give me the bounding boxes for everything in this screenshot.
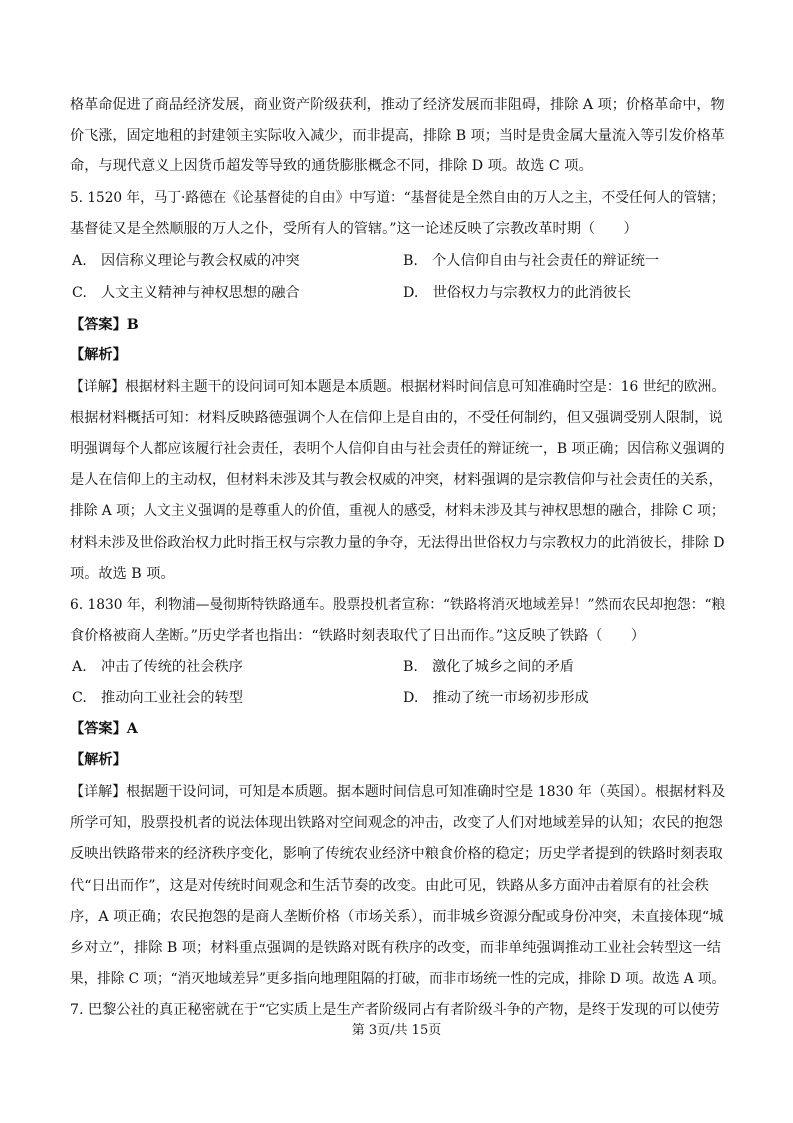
q5-option-c: C. 人文主义精神与神权思想的融合 bbox=[72, 285, 300, 301]
q5-answer: 【答案】B bbox=[70, 317, 139, 333]
question-7-stem: 7. 巴黎公社的真正秘密就在于“它实质上是生产者阶级同占有者阶级斗争的产物，是终于发现的可以使劳 bbox=[70, 1002, 720, 1018]
q6-analysis-line: 【详解】根据题干设问词，可知是本质题。据本题时间信息可知准确时空是 1830 年（英国）。根据材料及 bbox=[70, 784, 726, 800]
q6-option-a: A. 冲击了传统的社会秩序 bbox=[72, 659, 243, 675]
question-6-stem: 6. 1830 年，利物浦—曼彻斯特铁路通车。股票投机者宣称：“铁路将消灭地域差异！”然而农民却抱怨：“粮 bbox=[70, 597, 726, 613]
q6-option-c: C. 推动向工业社会的转型 bbox=[72, 690, 243, 706]
q5-option-d: D. 世俗权力与宗教权力的此消彼长 bbox=[403, 285, 632, 301]
text-line: 价飞涨，固定地租的封建领主实际收入减少，而非提高，排除 B 项；当时是贵金属大量流入等引发价格革 bbox=[70, 128, 725, 144]
page-number: 第 3页/共 15页 bbox=[351, 1023, 442, 1038]
text-line: 命，与现代意义上因货币超发等导致的通货膨胀概念不同，排除 D 项。故选 C 项。 bbox=[70, 158, 593, 174]
q6-option-b: B. 激化了城乡之间的矛盾 bbox=[403, 659, 574, 675]
q6-analysis-line: 代“日出而作”，这是对传统时间观念和生活节奏的改变。由此可见，铁路从多方面冲击着原有的社会秩 bbox=[70, 878, 709, 894]
text-line: 格革命促进了商品经济发展，商业资产阶级获利，推动了经济发展而非阻碍，排除 A 项；价格革命中，物 bbox=[70, 97, 725, 113]
q6-analysis-line: 反映出铁路带来的经济秩序变化，影响了传统农业经济中粮食价格的稳定；历史学者提到的铁路时刻表取 bbox=[70, 846, 723, 862]
q6-analysis-title: 【解析】 bbox=[70, 752, 127, 768]
question-5-stem: 基督徒又是全然顺服的万人之仆，受所有人的管辖。”这一论述反映了宗教改革时期（ ） bbox=[70, 221, 638, 237]
q5-analysis-line: 排除 A 项；人文主义强调的是尊重人的价值，重视人的感受，材料未涉及其与神权思想的融合，排除 C 项； bbox=[70, 503, 725, 519]
q5-analysis-line: 明强调每个人都应该履行社会责任，表明个人信仰自由与社会责任的辩证统一，B 项正确；因信称义强调的 bbox=[70, 441, 725, 457]
question-6-stem: 食价格被商人垄断。”历史学者也指出：“铁路时刻表取代了日出而作。”这反映了铁路（ ） bbox=[70, 628, 646, 644]
q5-analysis-line: 根据材料概括可知：材料反映路德强调个人在信仰上是自由的，不受任何制约，但又强调受别人限制，说 bbox=[70, 410, 723, 426]
q5-analysis-title: 【解析】 bbox=[70, 347, 127, 363]
question-5-stem: 5. 1520 年，马丁·路德在《论基督徒的自由》中写道：“基督徒是全然自由的万人之主，不受任何人的管辖； bbox=[70, 190, 725, 206]
q6-answer: 【答案】A bbox=[70, 721, 138, 737]
q5-option-b: B. 个人信仰自由与社会责任的辩证统一 bbox=[403, 253, 660, 269]
q5-analysis-line: 是人在信仰上的主动权，但材料未涉及其与教会权威的冲突，材料强调的是宗教信仰与社会责任的关系， bbox=[70, 472, 723, 488]
q6-analysis-line: 序，A 项正确；农民抱怨的是商人垄断价格（市场关系），而非城乡资源分配或身份冲突，未直接体现“城 bbox=[70, 909, 724, 925]
q6-analysis-line: 所学可知，股票投机者的说法体现出铁路对空间观念的冲击，改变了人们对地域差异的认知；农民的抱怨 bbox=[70, 815, 723, 831]
q5-analysis-line: 【详解】根据材料主题干的设问词可知本题是本质题。根据材料时间信息可知准确时空是：16 世纪的欧洲。 bbox=[70, 379, 726, 395]
q5-analysis-line: 项。故选 B 项。 bbox=[70, 566, 175, 582]
q5-option-a: A. 因信称义理论与教会权威的冲突 bbox=[72, 253, 300, 269]
q6-analysis-line: 乡对立”，排除 B 项；材料重点强调的是铁路对既有秩序的改变，而非单纯强调推动工业社会转型这一结 bbox=[70, 940, 721, 956]
q5-analysis-line: 材料未涉及世俗政治权力此时指王权与宗教力量的争夺，无法得出世俗权力与宗教权力的此消彼长，排除 D bbox=[70, 535, 725, 551]
q6-option-d: D. 推动了统一市场初步形成 bbox=[403, 690, 589, 706]
q6-analysis-line: 果，排除 C 项；“消灭地域差异”更多指向地理阻隔的打破，而非市场统一性的完成，排除 D 项。故选 A 项。 bbox=[70, 971, 726, 987]
